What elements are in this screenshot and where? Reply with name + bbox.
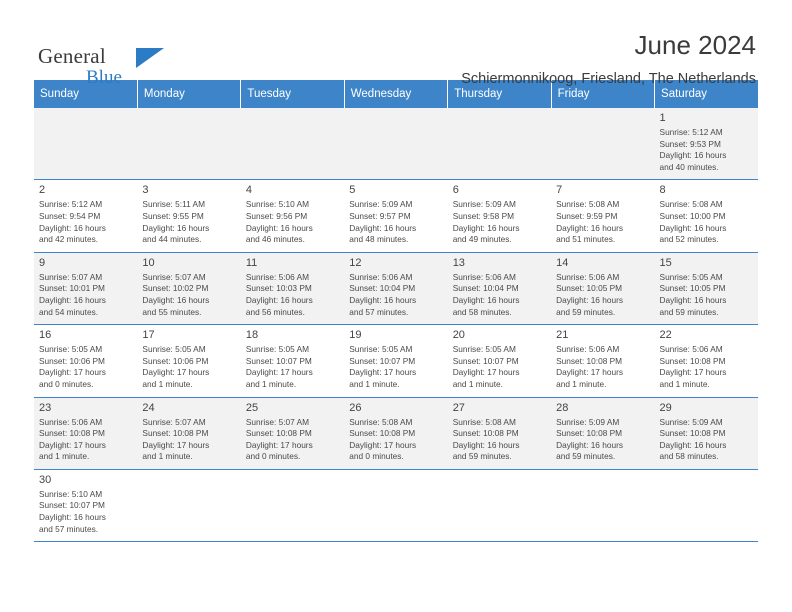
day-sun-info-line: Sunrise: 5:12 AM: [659, 127, 723, 137]
day-sun-info-line: Sunset: 9:59 PM: [556, 210, 618, 221]
day-sun-info-line: Daylight: 16 hours: [452, 439, 520, 450]
day-sun-info-line: Sunrise: 5:09 AM: [659, 416, 723, 427]
logo-triangle-icon: [136, 48, 164, 68]
day-sun-info-line: and 57 minutes.: [349, 306, 409, 317]
day-sun-info-line: Sunrise: 5:08 AM: [659, 199, 723, 210]
day-sun-info-line: Daylight: 16 hours: [659, 222, 727, 233]
day-number: 1: [659, 112, 666, 124]
day-sun-info-line: Sunrise: 5:05 AM: [142, 344, 206, 355]
calendar-day-cell: [137, 397, 240, 469]
weekday-header-monday: Monday: [137, 80, 240, 108]
day-sun-info: [39, 489, 132, 535]
day-sun-info-line: Sunrise: 5:06 AM: [556, 344, 620, 355]
day-sun-info-line: Sunrise: 5:06 AM: [245, 271, 310, 282]
calendar-week-row: [34, 108, 758, 180]
weekday-header-wednesday: Wednesday: [344, 80, 447, 108]
day-sun-info-line: Sunset: 10:08 PM: [659, 428, 726, 439]
day-sun-info-line: Sunrise: 5:05 AM: [349, 344, 413, 355]
calendar-day-cell-empty: [241, 108, 344, 180]
day-sun-info-line: Sunset: 10:07 PM: [452, 355, 519, 366]
calendar-body: [34, 108, 758, 542]
calendar-day-cell: [551, 325, 654, 397]
day-sun-info-line: Daylight: 16 hours: [452, 294, 520, 305]
day-sun-info-line: Sunset: 10:08 PM: [349, 428, 416, 439]
calendar-day-cell: [34, 469, 137, 541]
logo-blue-text: Blue: [86, 67, 122, 88]
day-sun-info-line: Sunset: 9:54 PM: [39, 210, 101, 221]
day-sun-info-line: Sunset: 10:08 PM: [556, 355, 623, 366]
day-number: 16: [39, 329, 52, 342]
day-sun-info-line: Sunset: 10:07 PM: [349, 355, 416, 366]
calendar-week-row: [34, 180, 758, 252]
day-sun-info-line: and 59 minutes.: [659, 306, 719, 317]
day-sun-info-line: and 42 minutes.: [39, 234, 99, 245]
day-number: 15: [659, 256, 672, 269]
day-sun-info-line: Sunrise: 5:11 AM: [142, 199, 205, 210]
day-number: 9: [39, 256, 46, 269]
logo-general-text: General: [38, 44, 106, 68]
day-sun-info: [142, 417, 235, 463]
calendar-day-cell-empty: [551, 469, 654, 541]
day-number: 2: [39, 184, 46, 197]
calendar-day-cell: [344, 397, 447, 469]
day-sun-info: [349, 344, 442, 390]
day-sun-info-line: and 46 minutes.: [245, 234, 305, 245]
day-sun-info-line: Daylight: 16 hours: [142, 294, 210, 305]
day-sun-info-line: Daylight: 17 hours: [245, 439, 313, 450]
day-number: 12: [349, 256, 362, 269]
weekday-header-sunday: Sunday: [34, 80, 137, 108]
day-sun-info-line: Sunset: 10:05 PM: [556, 283, 623, 294]
day-sun-info-line: and 1 minute.: [245, 378, 297, 389]
day-number: 11: [245, 256, 258, 269]
day-number: 18: [245, 329, 259, 342]
day-sun-info-line: and 57 minutes.: [39, 523, 99, 534]
calendar-day-cell: [241, 397, 344, 469]
day-sun-info: [39, 417, 132, 463]
calendar-day-cell-empty: [448, 108, 551, 180]
day-sun-info-line: Sunset: 10:05 PM: [659, 283, 726, 294]
calendar-day-cell: [344, 325, 447, 397]
calendar-day-cell: [448, 180, 551, 252]
day-number: 4: [245, 184, 252, 197]
day-sun-info-line: Daylight: 17 hours: [142, 367, 210, 378]
day-sun-info-line: Sunrise: 5:05 AM: [452, 344, 516, 355]
day-number: 29: [659, 401, 672, 414]
weekday-header-friday: Friday: [551, 80, 654, 108]
day-sun-info-line: and 1 minute.: [452, 378, 503, 389]
day-sun-info-line: and 1 minute.: [142, 378, 193, 389]
day-sun-info: [349, 417, 442, 463]
day-sun-info-line: Sunset: 10:07 PM: [245, 355, 312, 366]
day-sun-info: [246, 199, 339, 245]
day-sun-info-line: Sunset: 10:07 PM: [39, 500, 105, 511]
calendar-day-cell: [34, 180, 137, 252]
day-number: 8: [659, 184, 666, 197]
day-sun-info-line: Daylight: 17 hours: [39, 439, 106, 450]
day-sun-info-line: Daylight: 16 hours: [245, 294, 313, 305]
day-sun-info-line: Sunrise: 5:08 AM: [556, 199, 620, 210]
day-sun-info: [660, 417, 753, 463]
calendar-day-cell-empty: [551, 108, 654, 180]
day-sun-info: [660, 272, 753, 318]
calendar-day-cell: [655, 252, 758, 324]
day-sun-info-line: Sunset: 10:04 PM: [452, 283, 519, 294]
day-sun-info-line: Daylight: 16 hours: [142, 222, 210, 233]
day-number: 10: [142, 256, 155, 269]
calendar-day-cell-empty: [137, 108, 240, 180]
day-sun-info: [556, 199, 649, 245]
day-sun-info-line: Daylight: 16 hours: [659, 439, 727, 450]
day-number: 6: [452, 184, 459, 197]
day-sun-info-line: Daylight: 16 hours: [659, 150, 727, 161]
day-number: 27: [452, 401, 465, 414]
weekday-header-thursday: Thursday: [448, 80, 551, 108]
day-sun-info-line: Sunrise: 5:05 AM: [659, 271, 723, 282]
day-sun-info-line: Sunset: 10:00 PM: [659, 210, 726, 221]
day-sun-info: [349, 199, 442, 245]
day-sun-info-line: and 0 minutes.: [349, 451, 404, 462]
day-sun-info: [142, 272, 235, 318]
day-sun-info: [660, 127, 753, 173]
day-sun-info-line: Sunrise: 5:07 AM: [39, 271, 103, 282]
day-sun-info-line: Sunset: 9:58 PM: [452, 210, 515, 221]
calendar-day-cell: [241, 325, 344, 397]
day-sun-info-line: Daylight: 16 hours: [39, 294, 106, 305]
day-sun-info-line: and 40 minutes.: [659, 161, 719, 172]
day-sun-info: [39, 199, 132, 245]
day-sun-info-line: Sunrise: 5:06 AM: [349, 271, 413, 282]
day-sun-info-line: Daylight: 16 hours: [349, 294, 417, 305]
day-sun-info: [556, 344, 649, 390]
calendar-day-cell-empty: [344, 108, 447, 180]
day-number: 14: [556, 256, 569, 269]
day-sun-info-line: Sunset: 9:53 PM: [659, 138, 721, 149]
calendar-day-cell: [655, 108, 758, 180]
general-blue-logo: [34, 30, 184, 86]
calendar-day-cell: [448, 397, 551, 469]
day-sun-info-line: Sunset: 9:57 PM: [349, 210, 411, 221]
day-sun-info-line: and 58 minutes.: [452, 306, 512, 317]
day-sun-info-line: and 44 minutes.: [142, 234, 202, 245]
calendar-week-row: [34, 325, 758, 397]
weekday-header-tuesday: Tuesday: [241, 80, 344, 108]
calendar-day-cell: [344, 180, 447, 252]
calendar-day-cell: [551, 397, 654, 469]
day-sun-info-line: Sunset: 10:06 PM: [39, 355, 105, 366]
day-sun-info-line: Daylight: 16 hours: [556, 222, 623, 233]
day-number: 23: [39, 401, 52, 414]
day-sun-info-line: and 52 minutes.: [659, 234, 719, 245]
day-sun-info-line: Sunset: 10:01 PM: [39, 283, 105, 294]
day-sun-info-line: Sunset: 10:03 PM: [245, 283, 312, 294]
day-sun-info: [660, 344, 753, 390]
day-sun-info: [453, 344, 546, 390]
calendar-day-cell: [448, 325, 551, 397]
day-sun-info-line: Sunrise: 5:06 AM: [452, 271, 516, 282]
day-sun-info-line: Daylight: 16 hours: [39, 512, 106, 523]
day-sun-info-line: Daylight: 17 hours: [245, 367, 313, 378]
day-sun-info-line: Sunset: 10:08 PM: [556, 428, 623, 439]
day-sun-info-line: Daylight: 17 hours: [556, 367, 623, 378]
day-sun-info: [142, 199, 235, 245]
day-sun-info: [453, 272, 546, 318]
calendar-day-cell: [137, 180, 240, 252]
calendar-day-cell-empty: [137, 469, 240, 541]
calendar-day-cell: [34, 252, 137, 324]
day-sun-info: [556, 272, 649, 318]
day-number: 30: [39, 473, 52, 486]
calendar-day-cell: [551, 180, 654, 252]
day-sun-info-line: and 0 minutes.: [245, 451, 301, 462]
day-sun-info-line: and 1 minute.: [556, 378, 607, 389]
day-sun-info: [142, 344, 235, 390]
day-sun-info-line: Sunset: 10:06 PM: [142, 355, 209, 366]
day-sun-info-line: Daylight: 16 hours: [245, 222, 313, 233]
calendar-day-cell: [448, 252, 551, 324]
day-number: 3: [142, 184, 149, 197]
day-sun-info-line: Sunrise: 5:09 AM: [556, 416, 620, 427]
page-subtitle: Schiermonnikoog, Friesland, The Netherlands: [461, 71, 756, 87]
page-title: June 2024: [634, 30, 756, 60]
calendar-day-cell: [344, 252, 447, 324]
day-sun-info: [660, 199, 753, 245]
day-sun-info-line: Sunrise: 5:07 AM: [245, 416, 310, 427]
day-sun-info-line: Sunset: 10:08 PM: [142, 428, 209, 439]
calendar-week-row: [34, 397, 758, 469]
day-sun-info-line: and 54 minutes.: [39, 306, 99, 317]
calendar-day-cell: [655, 180, 758, 252]
calendar-day-cell: [34, 397, 137, 469]
day-number: 26: [349, 401, 362, 414]
day-sun-info-line: Sunrise: 5:07 AM: [142, 416, 206, 427]
day-sun-info-line: Sunset: 10:08 PM: [39, 428, 105, 439]
day-sun-info-line: Sunrise: 5:05 AM: [245, 344, 310, 355]
day-number: 20: [452, 329, 465, 342]
calendar-day-cell: [137, 325, 240, 397]
calendar-day-cell-empty: [448, 469, 551, 541]
day-sun-info-line: Daylight: 17 hours: [39, 367, 106, 378]
calendar-day-cell-empty: [344, 469, 447, 541]
day-number: 22: [659, 329, 672, 342]
day-number: 17: [142, 329, 155, 342]
day-sun-info-line: Daylight: 17 hours: [659, 367, 727, 378]
day-sun-info-line: Sunset: 10:04 PM: [349, 283, 416, 294]
day-sun-info: [556, 417, 649, 463]
calendar-week-row: [34, 252, 758, 324]
day-sun-info-line: Sunrise: 5:09 AM: [349, 199, 413, 210]
day-sun-info-line: Sunset: 10:08 PM: [659, 355, 726, 366]
day-sun-info-line: and 1 minute.: [349, 378, 400, 389]
day-sun-info-line: and 51 minutes.: [556, 234, 616, 245]
day-sun-info-line: Sunrise: 5:05 AM: [39, 344, 103, 355]
day-sun-info-line: Sunset: 10:02 PM: [142, 283, 209, 294]
day-sun-info: [246, 417, 339, 463]
day-sun-info-line: Sunrise: 5:06 AM: [556, 271, 620, 282]
day-number: 7: [556, 184, 563, 197]
day-sun-info-line: and 49 minutes.: [452, 234, 512, 245]
calendar-day-cell: [655, 397, 758, 469]
calendar-day-cell: [241, 180, 344, 252]
day-sun-info-line: and 48 minutes.: [349, 234, 409, 245]
day-number: 19: [349, 329, 362, 342]
day-sun-info-line: Daylight: 17 hours: [452, 367, 520, 378]
day-number: 25: [245, 401, 259, 414]
day-sun-info: [39, 344, 132, 390]
day-sun-info-line: Daylight: 17 hours: [349, 367, 417, 378]
day-number: 24: [142, 401, 155, 414]
day-sun-info: [453, 199, 546, 245]
day-sun-info-line: Daylight: 16 hours: [452, 222, 520, 233]
day-sun-info-line: and 58 minutes.: [659, 451, 719, 462]
day-sun-info-line: and 1 minute.: [659, 378, 710, 389]
day-number: 28: [556, 401, 569, 414]
day-sun-info-line: Sunset: 10:08 PM: [452, 428, 519, 439]
title-block: [461, 30, 758, 90]
day-sun-info-line: Daylight: 17 hours: [142, 439, 210, 450]
calendar-day-cell: [655, 325, 758, 397]
day-sun-info-line: and 59 minutes.: [452, 451, 512, 462]
day-sun-info-line: and 56 minutes.: [245, 306, 305, 317]
day-number: 5: [349, 184, 356, 197]
day-sun-info-line: Sunset: 9:55 PM: [142, 210, 204, 221]
day-sun-info-line: and 55 minutes.: [142, 306, 202, 317]
day-sun-info-line: Sunset: 9:56 PM: [245, 210, 308, 221]
day-sun-info-line: and 0 minutes.: [39, 378, 94, 389]
day-sun-info-line: Sunrise: 5:10 AM: [245, 199, 310, 210]
day-sun-info-line: Sunrise: 5:08 AM: [349, 416, 413, 427]
calendar-day-cell-empty: [34, 108, 137, 180]
calendar-day-cell: [551, 252, 654, 324]
day-sun-info-line: Daylight: 16 hours: [659, 294, 727, 305]
day-number: 21: [556, 329, 569, 342]
day-sun-info-line: Sunrise: 5:07 AM: [142, 271, 206, 282]
page-header: [34, 0, 758, 88]
day-sun-info: [453, 417, 546, 463]
day-sun-info-line: Daylight: 16 hours: [556, 439, 623, 450]
weekday-header-saturday: Saturday: [655, 80, 758, 108]
calendar-day-cell: [137, 252, 240, 324]
calendar-day-cell-empty: [241, 469, 344, 541]
day-sun-info-line: Daylight: 16 hours: [556, 294, 623, 305]
day-sun-info: [349, 272, 442, 318]
day-sun-info-line: Daylight: 17 hours: [349, 439, 417, 450]
day-sun-info-line: Daylight: 16 hours: [39, 222, 106, 233]
day-sun-info-line: Sunrise: 5:12 AM: [39, 199, 103, 210]
day-sun-info-line: and 59 minutes.: [556, 451, 616, 462]
calendar-day-cell: [241, 252, 344, 324]
calendar-day-cell-empty: [655, 469, 758, 541]
day-sun-info-line: Daylight: 16 hours: [349, 222, 417, 233]
calendar-day-cell: [34, 325, 137, 397]
day-sun-info-line: and 1 minute.: [39, 451, 90, 462]
day-sun-info-line: Sunrise: 5:06 AM: [659, 344, 723, 355]
day-sun-info-line: Sunrise: 5:08 AM: [452, 416, 516, 427]
day-sun-info-line: Sunset: 10:08 PM: [245, 428, 312, 439]
day-sun-info-line: Sunrise: 5:10 AM: [39, 488, 103, 499]
day-sun-info: [39, 272, 132, 318]
day-sun-info: [246, 344, 339, 390]
calendar-table: [34, 80, 758, 542]
day-sun-info-line: and 59 minutes.: [556, 306, 616, 317]
day-sun-info: [246, 272, 339, 318]
day-sun-info-line: and 1 minute.: [142, 451, 193, 462]
day-number: 13: [452, 256, 465, 269]
day-sun-info-line: Sunrise: 5:06 AM: [39, 416, 103, 427]
calendar-week-row: [34, 469, 758, 541]
day-sun-info-line: Sunrise: 5:09 AM: [452, 199, 516, 210]
